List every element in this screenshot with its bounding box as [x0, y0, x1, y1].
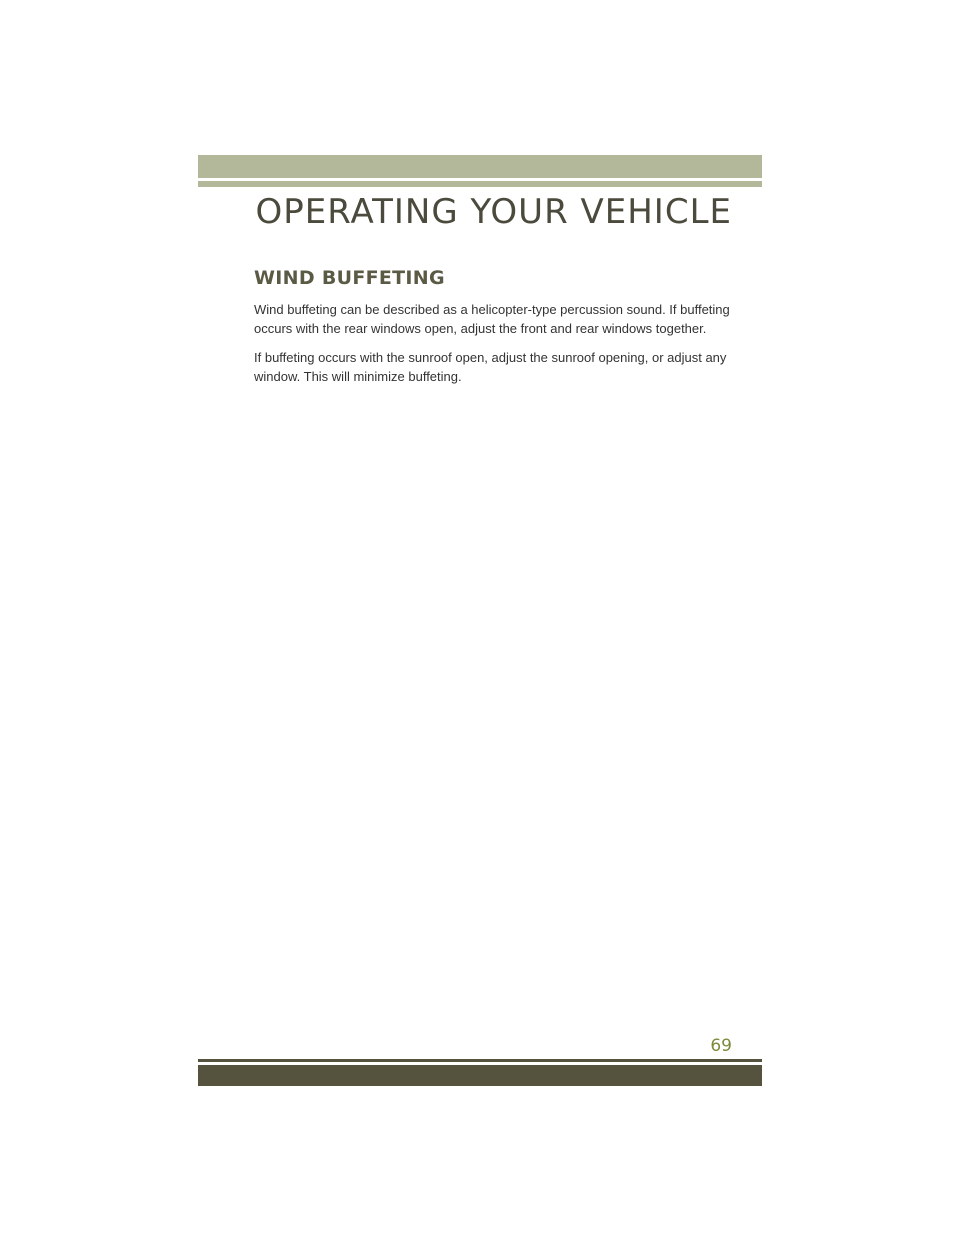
- footer-band-rule: [198, 1059, 762, 1062]
- header-band: [198, 155, 762, 178]
- body-paragraph-1: Wind buffeting can be described as a helicopter-type percussion sound. If buffeting occurs with the rear windows open, adjust the front and rear windows together.: [254, 302, 730, 336]
- header-band-rule: [198, 181, 762, 187]
- section-heading: WIND BUFFETING: [254, 267, 445, 289]
- chapter-title: OPERATING YOUR VEHICLE: [255, 192, 732, 232]
- footer-band: [198, 1065, 762, 1086]
- body-paragraph-2: If buffeting occurs with the sunroof open, adjust the sunroof opening, or adjust any window. This will minimize buffeting.: [254, 350, 727, 384]
- section-content: [254, 266, 754, 396]
- page-number: 69: [710, 1036, 732, 1056]
